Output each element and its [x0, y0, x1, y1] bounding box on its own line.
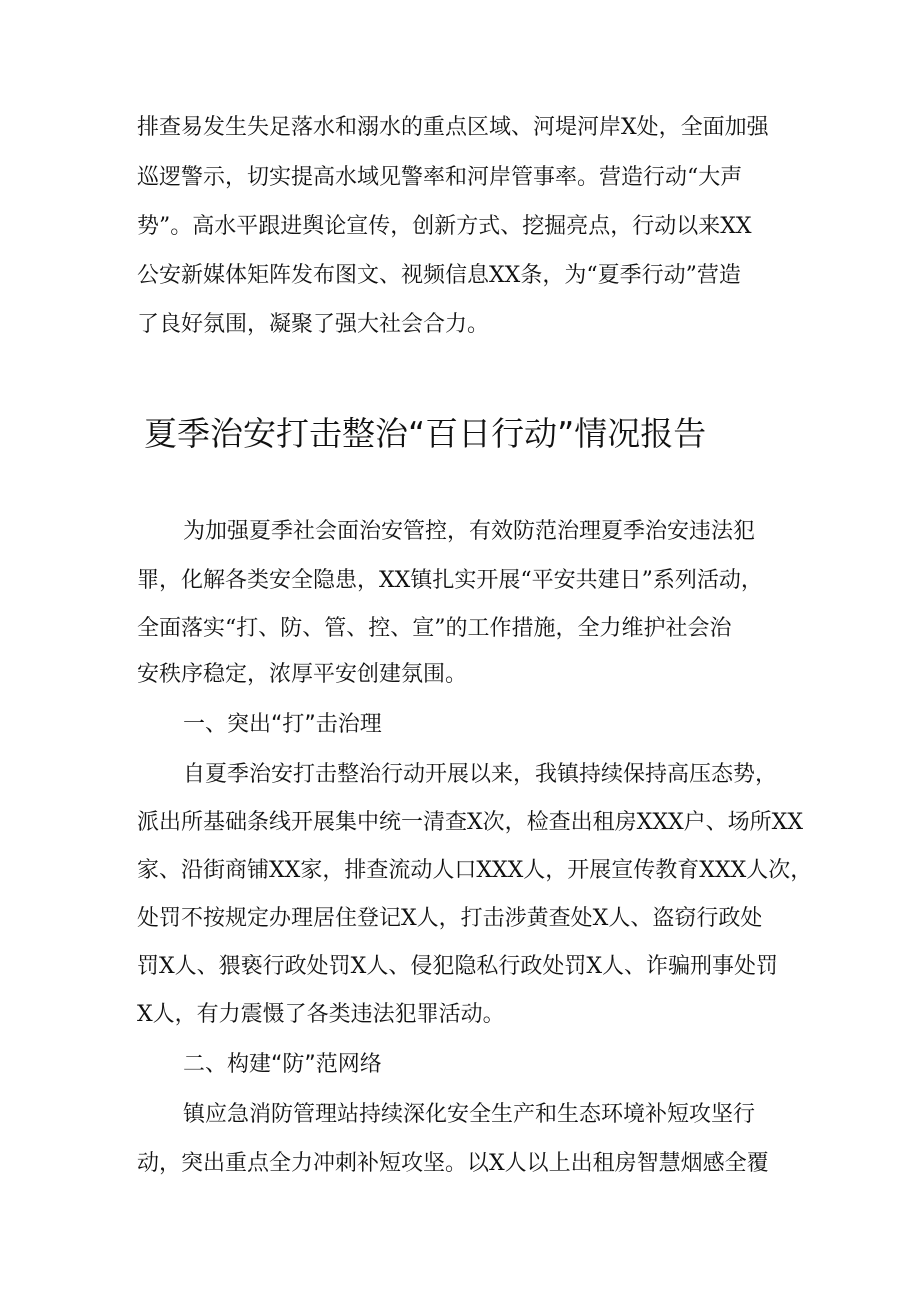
paragraph-line: X人，有力震慑了各类违法犯罪活动。 [137, 1002, 505, 1027]
paragraph-line: 处罚不按规定办理居住登记X人，打击涉黄查处X人、盗窃行政处 [137, 906, 763, 931]
paragraph-line: 全面落实“打、防、管、控、宣”的工作措施，全力维护社会治 [137, 616, 732, 641]
paragraph-line: 了良好氛围，凝聚了强大社会合力。 [137, 312, 490, 337]
paragraph-line: 巡逻警示，切实提高水域见警率和河岸管事率。营造行动“大声 [137, 165, 743, 190]
paragraph-line: 安秩序稳定，浓厚平安创建氛围。 [137, 662, 468, 687]
paragraph-line: 派出所基础条线开展集中统一清查X次，检查出租房XXX户、场所XX [137, 810, 803, 835]
paragraph-line: 势”。高水平跟进舆论宣传，创新方式、挖掘亮点，行动以来XX [137, 214, 752, 239]
paragraph-line: 罪，化解各类安全隐患，XX镇扎实开展“平安共建日”系列活动， [137, 568, 763, 593]
paragraph-line: 排查易发生失足落水和溺水的重点区域、河堤河岸X处，全面加强 [137, 115, 769, 140]
report-title: 夏季治安打击整治“百日行动”情况报告 [144, 414, 707, 453]
paragraph-line: 自夏季治安打击整治行动开展以来，我镇持续保持高压态势， [183, 762, 778, 787]
paragraph-line: 家、沿街商铺XX家，排查流动人口XXX人，开展宣传教育XXX人次， [137, 858, 813, 883]
section-heading-prevent: 二、构建“防”范网络 [183, 1052, 382, 1077]
paragraph-line: 罚X人、猥亵行政处罚X人、侵犯隐私行政处罚X人、诈骗刑事处罚 [137, 954, 778, 979]
paragraph-line: 镇应急消防管理站持续深化安全生产和生态环境补短攻坚行 [183, 1102, 756, 1127]
paragraph-line: 公安新媒体矩阵发布图文、视频信息XX条，为“夏季行动”营造 [137, 263, 741, 288]
paragraph-line: 动，突出重点全力冲刺补短攻坚。以X人以上出租房智慧烟感全覆 [137, 1151, 769, 1176]
paragraph-line: 为加强夏季社会面治安管控，有效防范治理夏季治安违法犯 [183, 519, 756, 544]
section-heading-strike: 一、突出“打”击治理 [183, 712, 382, 737]
